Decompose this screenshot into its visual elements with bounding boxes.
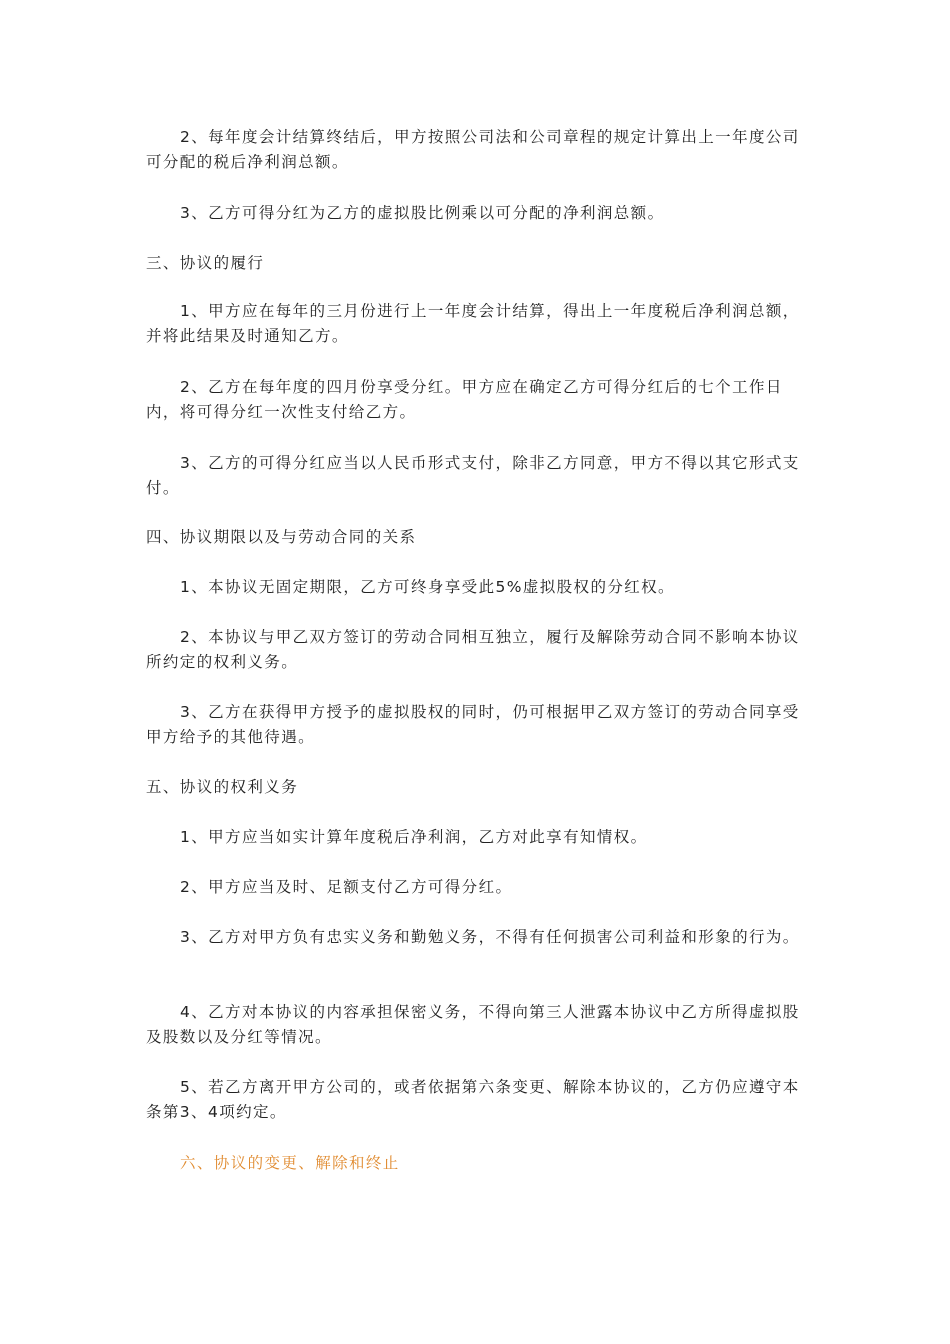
paragraph-dividend-formula: 3、乙方可得分红为乙方的虚拟股比例乘以可分配的净利润总额。 [180,204,665,222]
section-heading-5: 五、协议的权利义务 [146,778,299,796]
paragraph-annual-settlement: 1、甲方应在每年的三月份进行上一年度会计结算，得出上一年度税后净利润总额，并将此结果及时通知乙方。 [146,302,800,345]
paragraph-no-fixed-term: 1、本协议无固定期限，乙方可终身享受此5%虚拟股权的分红权。 [180,578,675,596]
paragraph-timely-payment: 2、甲方应当及时、足额支付乙方可得分红。 [180,878,513,896]
paragraph-right-to-know: 1、甲方应当如实计算年度税后净利润，乙方对此享有知情权。 [180,828,648,846]
paragraph-profit-calculation: 2、每年度会计结算终结后，甲方按照公司法和公司章程的规定计算出上一年度公司可分配的税后净利润总额。 [146,128,800,171]
section-heading-3: 三、协议的履行 [146,254,265,272]
paragraph-other-benefits: 3、乙方在获得甲方授予的虚拟股权的同时，仍可根据甲乙双方签订的劳动合同享受甲方给予的其他待遇。 [146,703,800,746]
paragraph-loyalty-duty: 3、乙方对甲方负有忠实义务和勤勉义务，不得有任何损害公司利益和形象的行为。 [180,928,800,946]
paragraph-april-dividend: 2、乙方在每年度的四月份享受分红。甲方应在确定乙方可得分红后的七个工作日内，将可得分红一次性支付给乙方。 [146,378,783,421]
paragraph-payment-currency: 3、乙方的可得分红应当以人民币形式支付，除非乙方同意，甲方不得以其它形式支付。 [146,454,800,497]
section-heading-4: 四、协议期限以及与劳动合同的关系 [146,528,417,546]
paragraph-confidentiality: 4、乙方对本协议的内容承担保密义务，不得向第三人泄露本协议中乙方所得虚拟股及股数以及分红等情况。 [146,1003,800,1046]
section-heading-6: 六、协议的变更、解除和终止 [180,1154,400,1172]
paragraph-independent-contract: 2、本协议与甲乙双方签订的劳动合同相互独立，履行及解除劳动合同不影响本协议所约定的权利义务。 [146,628,800,671]
paragraph-after-leaving: 5、若乙方离开甲方公司的，或者依据第六条变更、解除本协议的，乙方仍应遵守本条第3、4项约定。 [146,1078,800,1121]
